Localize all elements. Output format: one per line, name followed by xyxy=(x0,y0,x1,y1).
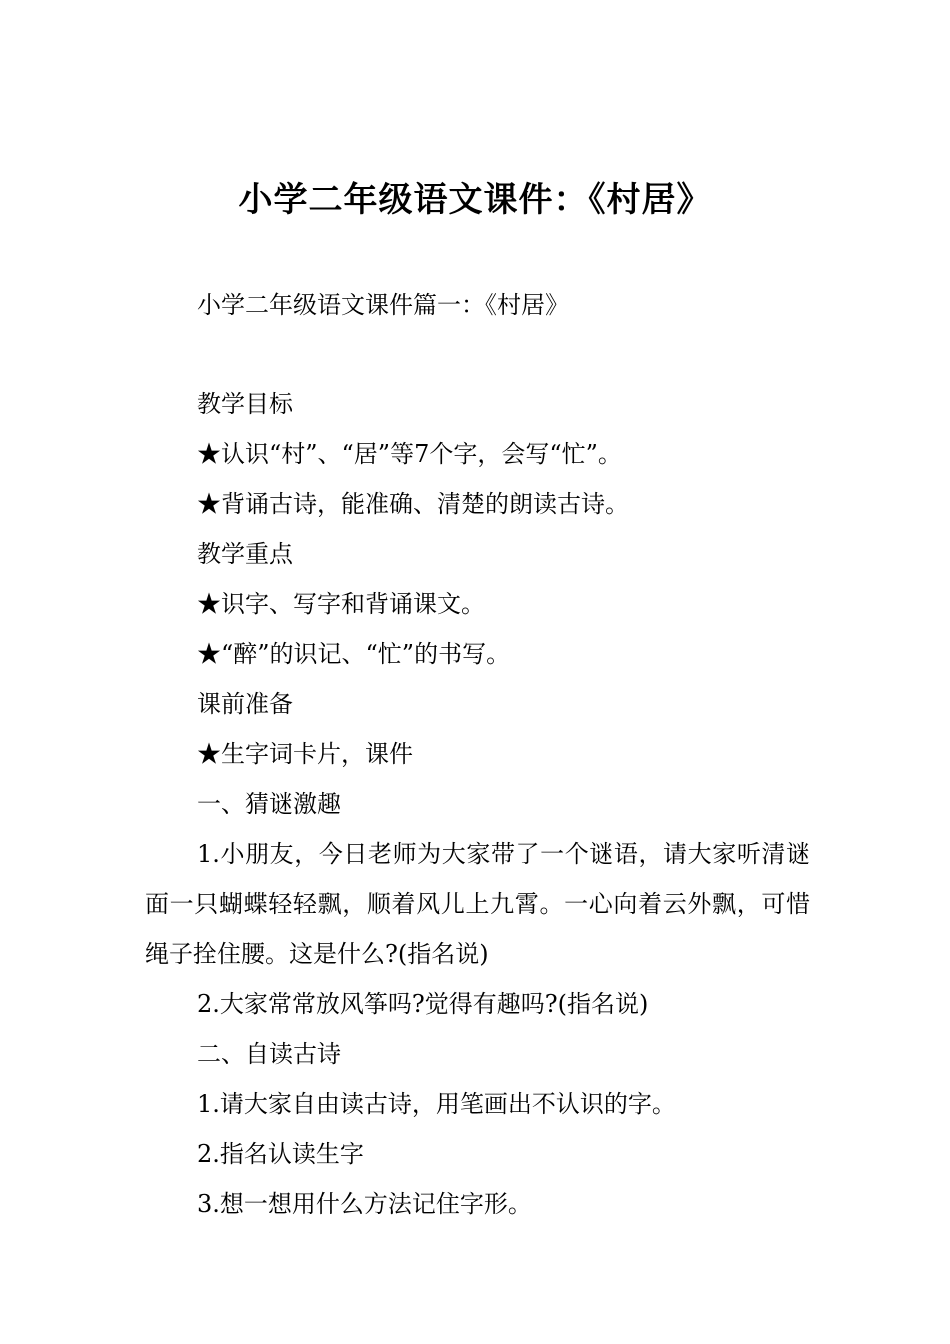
section-heading-preparation: 课前准备 xyxy=(197,690,293,718)
section-heading-key-points: 教学重点 xyxy=(197,540,293,568)
preparation-item: ★生字词卡片，课件 xyxy=(197,740,413,768)
key-point-item: ★“醉”的识记、“忙”的书写。 xyxy=(197,640,511,668)
step-item: 2.指名认读生字 xyxy=(197,1140,364,1168)
step-item: 1.小朋友，今日老师为大家带了一个谜语，请大家听清谜面一只蝴蝶轻轻飘，顺着风儿上九霄。一心向着云外飘，可惜绳子拴住腰。这是什么?(指名说) xyxy=(145,840,810,968)
objective-item: ★背诵古诗，能准确、清楚的朗读古诗。 xyxy=(197,490,629,518)
blank-line xyxy=(145,330,810,379)
step-item: 1.请大家自由读古诗，用笔画出不认识的字。 xyxy=(197,1090,676,1118)
document-body xyxy=(145,280,810,1229)
section-heading-objectives: 教学目标 xyxy=(197,390,293,418)
document-title: 小学二年级语文课件：《村居》 xyxy=(238,180,712,220)
step-heading-self-reading: 二、自读古诗 xyxy=(197,1040,341,1068)
step-item: 3.想一想用什么方法记住字形。 xyxy=(197,1190,532,1218)
subtitle-paragraph: 小学二年级语文课件篇一：《村居》 xyxy=(197,291,569,319)
objective-item: ★认识“村”、“居”等7个字，会写“忙”。 xyxy=(197,440,622,468)
key-point-item: ★识字、写字和背诵课文。 xyxy=(197,590,485,618)
step-item: 2.大家常常放风筝吗?觉得有趣吗?(指名说) xyxy=(197,990,649,1018)
step-heading-riddle: 一、猜谜激趣 xyxy=(197,790,341,818)
